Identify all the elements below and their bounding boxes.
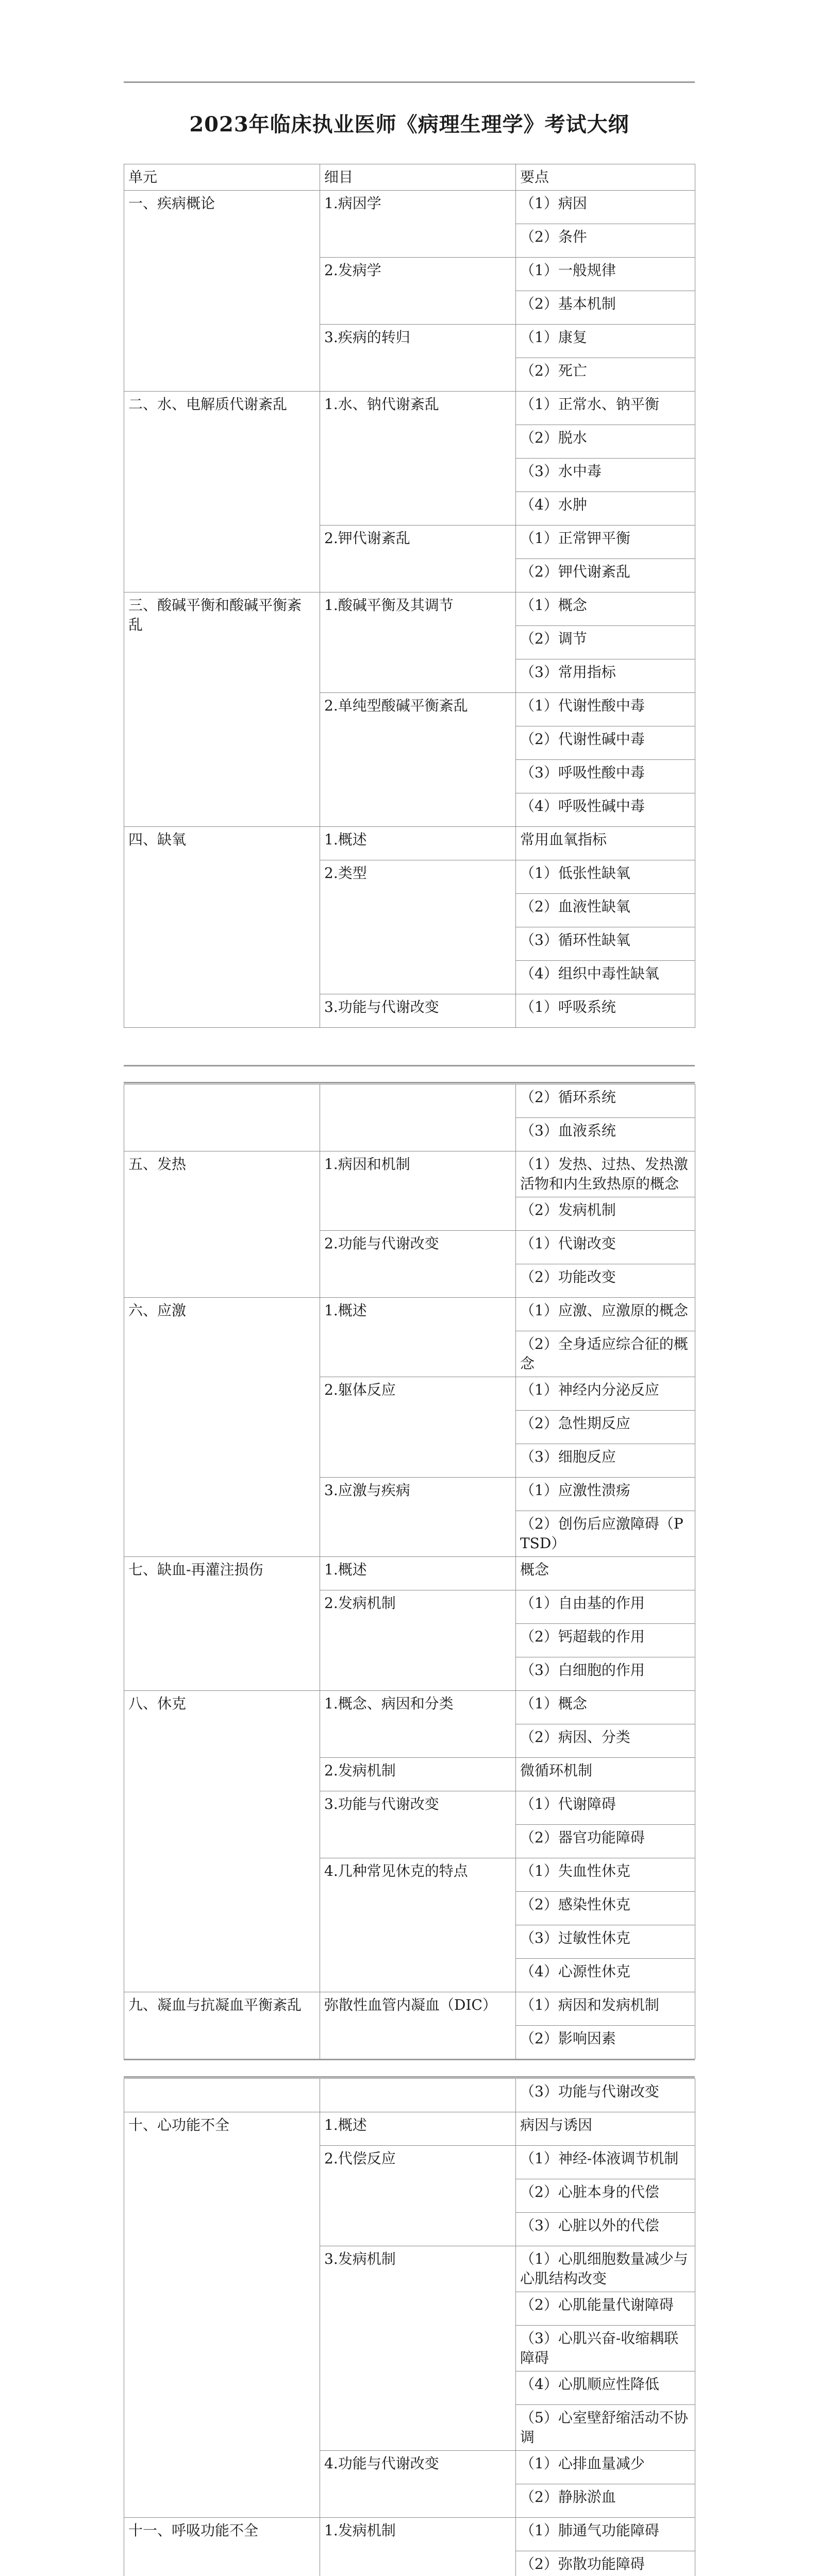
detail-cell: 2.单纯型酸碱平衡紊乱	[320, 693, 516, 827]
table-row	[124, 2518, 695, 2551]
point-cell: （1）应激性溃疡	[516, 1478, 695, 1511]
point-cell: （2）脱水	[516, 425, 695, 459]
point-cell: （1）呼吸系统	[516, 994, 695, 1028]
point-cell: （1）低张性缺氧	[516, 860, 695, 894]
detail-cell: 1.概述	[320, 1298, 516, 1377]
point-cell: （1）应激、应激原的概念	[516, 1298, 695, 1331]
detail-cell: 1.水、钠代谢紊乱	[320, 392, 516, 526]
detail-cell: 3.功能与代谢改变	[320, 994, 516, 1028]
detail-cell: 1.概念、病因和分类	[320, 1691, 516, 1758]
detail-cell: 4.几种常见休克的特点	[320, 1858, 516, 1992]
outline-table-page-1	[124, 164, 695, 1028]
detail-cell: 1.概述	[320, 827, 516, 860]
point-cell: （3）血液系统	[516, 1118, 695, 1151]
unit-cell: 六、应激	[124, 1298, 320, 1557]
point-cell: （4）呼吸性碱中毒	[516, 793, 695, 827]
point-cell: （1）心肌细胞数量减少与心肌结构改变	[516, 2246, 695, 2292]
unit-cell: 十一、呼吸功能不全	[124, 2518, 320, 2576]
table-row	[124, 1691, 695, 1724]
detail-cell: 1.病因学	[320, 191, 516, 258]
page-3-top-rule	[124, 2076, 695, 2078]
point-cell: （1）概念	[516, 592, 695, 626]
header-detail: 细目	[320, 164, 516, 191]
point-cell: （2）心脏本身的代偿	[516, 2179, 695, 2213]
point-cell: （2）影响因素	[516, 2026, 695, 2059]
point-cell: （3）功能与代谢改变	[516, 2079, 695, 2112]
detail-cell: 弥散性血管内凝血（DIC）	[320, 1992, 516, 2059]
point-cell: （4）心肌顺应性降低	[516, 2371, 695, 2405]
top-rule	[124, 81, 695, 83]
table-row	[124, 827, 695, 860]
table-row	[124, 2079, 695, 2112]
table-row	[124, 392, 695, 425]
header-unit: 单元	[124, 164, 320, 191]
point-cell: （1）肺通气功能障碍	[516, 2518, 695, 2551]
detail-cell: 2.类型	[320, 860, 516, 994]
point-cell: （2）基本机制	[516, 291, 695, 325]
unit-cell: 八、休克	[124, 1691, 320, 1992]
point-cell: （2）急性期反应	[516, 1411, 695, 1444]
detail-cell: 1.病因和机制	[320, 1151, 516, 1231]
point-cell: （3）呼吸性酸中毒	[516, 760, 695, 793]
point-cell: （2）感染性休克	[516, 1892, 695, 1925]
detail-cell	[320, 1084, 516, 1151]
point-cell: （1）心排血量减少	[516, 2451, 695, 2484]
point-cell: （4）水肿	[516, 492, 695, 526]
detail-cell: 3.发病机制	[320, 2246, 516, 2451]
point-cell: （2）钙超载的作用	[516, 1624, 695, 1657]
point-cell: （3）心脏以外的代偿	[516, 2213, 695, 2246]
table-row	[124, 1992, 695, 2026]
table-row	[124, 592, 695, 626]
unit-cell: 二、水、电解质代谢紊乱	[124, 392, 320, 592]
point-cell: 常用血氧指标	[516, 827, 695, 860]
point-cell: （3）过敏性休克	[516, 1925, 695, 1959]
unit-cell: 五、发热	[124, 1151, 320, 1298]
point-cell: （2）创伤后应激障碍（PTSD）	[516, 1511, 695, 1557]
point-cell: 病因与诱因	[516, 2112, 695, 2146]
unit-cell: 七、缺血-再灌注损伤	[124, 1557, 320, 1691]
header-point: 要点	[516, 164, 695, 191]
outline-table-page-3	[124, 2078, 695, 2576]
point-cell: （2）发病机制	[516, 1197, 695, 1231]
unit-cell: 四、缺氧	[124, 827, 320, 1028]
point-cell: （2）功能改变	[516, 1264, 695, 1298]
point-cell: （2）心肌能量代谢障碍	[516, 2292, 695, 2326]
page-1-bottom-rule	[124, 1065, 695, 1066]
unit-cell	[124, 1084, 320, 1151]
table-row	[124, 2112, 695, 2146]
detail-cell: 2.发病机制	[320, 1758, 516, 1791]
page-2-top-rule	[124, 1082, 695, 1083]
point-cell: （3）循环性缺氧	[516, 927, 695, 961]
point-cell: （2）器官功能障碍	[516, 1825, 695, 1858]
unit-cell: 十、心功能不全	[124, 2112, 320, 2518]
point-cell: （4）心源性休克	[516, 1959, 695, 1992]
table-row	[124, 1151, 695, 1197]
point-cell: （1）正常钾平衡	[516, 526, 695, 559]
point-cell: （2）血液性缺氧	[516, 894, 695, 927]
outline-table-page-2	[124, 1084, 695, 2059]
detail-cell: 1.概述	[320, 1557, 516, 1590]
point-cell: （1）代谢障碍	[516, 1791, 695, 1825]
detail-cell: 2.代偿反应	[320, 2146, 516, 2246]
table-row	[124, 1557, 695, 1590]
table-row	[124, 191, 695, 224]
detail-cell: 2.发病机制	[320, 1590, 516, 1691]
point-cell: （2）循环系统	[516, 1084, 695, 1118]
point-cell: （1）一般规律	[516, 258, 695, 291]
page-2-bottom-rule	[124, 2059, 695, 2060]
point-cell: （3）细胞反应	[516, 1444, 695, 1478]
detail-cell: 2.发病学	[320, 258, 516, 325]
point-cell: （2）死亡	[516, 358, 695, 392]
detail-cell: 3.应激与疾病	[320, 1478, 516, 1557]
point-cell: 微循环机制	[516, 1758, 695, 1791]
detail-cell: 1.发病机制	[320, 2518, 516, 2576]
detail-cell: 4.功能与代谢改变	[320, 2451, 516, 2518]
point-cell: （1）发热、过热、发热激活物和内生致热原的概念	[516, 1151, 695, 1197]
point-cell: （1）正常水、钠平衡	[516, 392, 695, 425]
table-header-row	[124, 164, 695, 191]
detail-cell: 3.疾病的转归	[320, 325, 516, 392]
page-title: 2023年临床执业医师《病理生理学》考试大纲	[189, 112, 629, 137]
point-cell: （2）调节	[516, 626, 695, 659]
point-cell: （3）白细胞的作用	[516, 1657, 695, 1691]
point-cell: （4）组织中毒性缺氧	[516, 961, 695, 994]
point-cell: （5）心室壁舒缩活动不协调	[516, 2405, 695, 2451]
point-cell: （3）水中毒	[516, 459, 695, 492]
unit-cell: 九、凝血与抗凝血平衡紊乱	[124, 1992, 320, 2059]
table-row	[124, 1298, 695, 1331]
point-cell: （2）代谢性碱中毒	[516, 726, 695, 760]
point-cell: （1）代谢改变	[516, 1231, 695, 1264]
detail-cell: 1.酸碱平衡及其调节	[320, 592, 516, 693]
detail-cell: 1.概述	[320, 2112, 516, 2146]
point-cell: （1）神经-体液调节机制	[516, 2146, 695, 2179]
point-cell: （1）病因	[516, 191, 695, 224]
point-cell: （2）钾代谢紊乱	[516, 559, 695, 592]
point-cell: （2）弥散功能障碍	[516, 2551, 695, 2576]
point-cell: （3）心肌兴奋-收缩耦联障碍	[516, 2326, 695, 2371]
unit-cell	[124, 2079, 320, 2112]
point-cell: （2）全身适应综合征的概念	[516, 1331, 695, 1377]
detail-cell: 2.躯体反应	[320, 1377, 516, 1478]
unit-cell: 一、疾病概论	[124, 191, 320, 392]
point-cell: 概念	[516, 1557, 695, 1590]
point-cell: （1）失血性休克	[516, 1858, 695, 1892]
point-cell: （1）神经内分泌反应	[516, 1377, 695, 1411]
point-cell: （3）常用指标	[516, 659, 695, 693]
point-cell: （2）静脉淤血	[516, 2484, 695, 2518]
point-cell: （1）自由基的作用	[516, 1590, 695, 1624]
detail-cell	[320, 2079, 516, 2112]
detail-cell: 2.功能与代谢改变	[320, 1231, 516, 1298]
point-cell: （1）概念	[516, 1691, 695, 1724]
table-row	[124, 1084, 695, 1118]
detail-cell: 2.钾代谢紊乱	[320, 526, 516, 592]
point-cell: （1）代谢性酸中毒	[516, 693, 695, 726]
detail-cell: 3.功能与代谢改变	[320, 1791, 516, 1858]
point-cell: （2）病因、分类	[516, 1724, 695, 1758]
point-cell: （1）病因和发病机制	[516, 1992, 695, 2026]
point-cell: （2）条件	[516, 224, 695, 258]
unit-cell: 三、酸碱平衡和酸碱平衡紊乱	[124, 592, 320, 827]
point-cell: （1）康复	[516, 325, 695, 358]
